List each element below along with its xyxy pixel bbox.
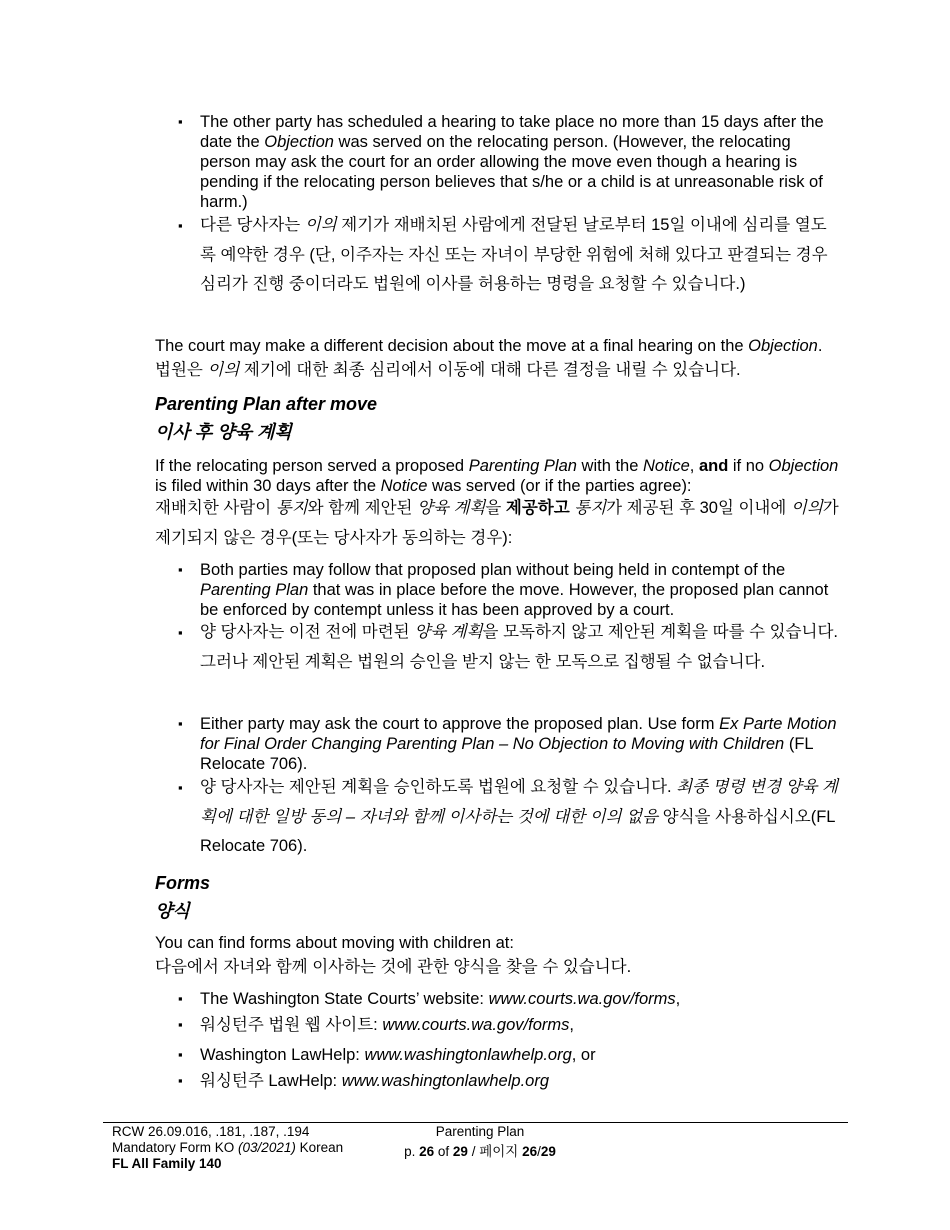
bullet-approve-plan-en: ▪ Either party may ask the court to approve the proposed plan. Use form Ex Parte Motion for Final Order Changing Parenting Plan – No Objection to Moving with Children (FL Relocate 706). [200,714,840,774]
parenting-plan-para-ko: 재배치한 사람이 통지와 함께 제안된 양육 계획을 제공하고 통지가 제공된 후 30일 이내에 이의가 제기되지 않은 경우(또는 당사자가 동의하는 경우): [155,499,839,547]
courts-link[interactable]: www.courts.wa.gov/forms [382,1016,570,1034]
lawhelp-link[interactable]: www.washingtonlawhelp.org [341,1072,549,1090]
courts-link[interactable]: www.courts.wa.gov/forms [488,990,676,1008]
list-item: ▪ 워싱턴주 법원 웹 사이트: www.courts.wa.gov/forms, [200,1015,840,1035]
heading-forms-ko: 양식 [155,901,190,921]
footer-rcw: RCW 26.09.016, .181, .187, .194 [112,1124,310,1139]
bullet-approve-plan-ko: ▪ 양 당사자는 제안된 계획을 승인하도록 법원에 요청할 수 있습니다. 최종 명령 변경 양육 계획에 대한 일방 동의 – 자녀와 함께 이사하는 것에 대한 이의 없음 양식을 사용하십시오(FL Relocate 706). [200,773,840,862]
footer-page-number: p. 26 of 29 / 페이지 26/29 [404,1144,556,1159]
bullet-hearing-en: ▪ The other party has scheduled a hearing to take place no more than 15 days after the date the Objection was served on the relocating person. (However, the relocating person may ask the court for an order allowing the move even though a hearing is pending if the relocating person believes that s/he or a child is at unreasonable risk of harm.) [200,112,840,212]
footer-divider [103,1122,848,1123]
lawhelp-link[interactable]: www.washingtonlawhelp.org [364,1046,572,1064]
footer-family: FL All Family 140 [112,1156,222,1171]
footer-center [380,1124,580,1160]
list-item: ▪ The Washington State Courts’ website: www.courts.wa.gov/forms, [200,989,840,1009]
bullet-hearing-ko: ▪ 다른 당사자는 이의 제기가 재배치된 사람에게 전달된 날로부터 15일 이내에 심리를 열도록 예약한 경우 (단, 이주자는 자신 또는 자녀이 부당한 위험에 처해 있다고 판결되는 경우 심리가 진행 중이더라도 법원에 이사를 허용하는 명령을 요청할 수 있습니다.) [200,211,840,300]
court-decision-en: The court may make a different decision about the move at a final hearing on the Objection. [155,337,823,355]
bullet-follow-plan-en: ▪ Both parties may follow that proposed plan without being held in contempt of the Parenting Plan that was in place before the move. However, the proposed plan cannot be enforced by contempt unless it has been approved by a court. [200,560,840,620]
list-item: ▪ Washington LawHelp: www.washingtonlawhelp.org, or [200,1045,840,1065]
forms-intro-en: You can find forms about moving with children at: [155,934,514,952]
footer-left [112,1124,343,1172]
court-decision-ko: 법원은 이의 제기에 대한 최종 심리에서 이동에 대해 다른 결정을 내릴 수 있습니다. [155,361,741,379]
heading-forms-en: Forms [155,873,211,893]
forms-intro-ko: 다음에서 자녀와 함께 이사하는 것에 관한 양식을 찾을 수 있습니다. [155,958,632,976]
bullet-follow-plan-ko: ▪ 양 당사자는 이전 전에 마련된 양육 계획을 모독하지 않고 제안된 계획을 따를 수 있습니다. 그러나 제안된 계획은 법원의 승인을 받지 않는 한 모독으로 집행될 수 없습니다. [200,618,840,677]
list-item: ▪ 워싱턴주 LawHelp: www.washingtonlawhelp.org [200,1071,840,1091]
footer-title: Parenting Plan [435,1124,525,1139]
footer-mandatory: Mandatory Form KO (03/2021) Korean [112,1140,344,1155]
parenting-plan-para-en: If the relocating person served a proposed Parenting Plan with the Notice, and if no Objection is filed within 30 days after the Notice was served (or if the parties agree): [155,457,839,495]
heading-parenting-plan-en: Parenting Plan after move [155,394,378,414]
heading-parenting-plan-ko: 이사 후 양육 계획 [155,422,292,442]
